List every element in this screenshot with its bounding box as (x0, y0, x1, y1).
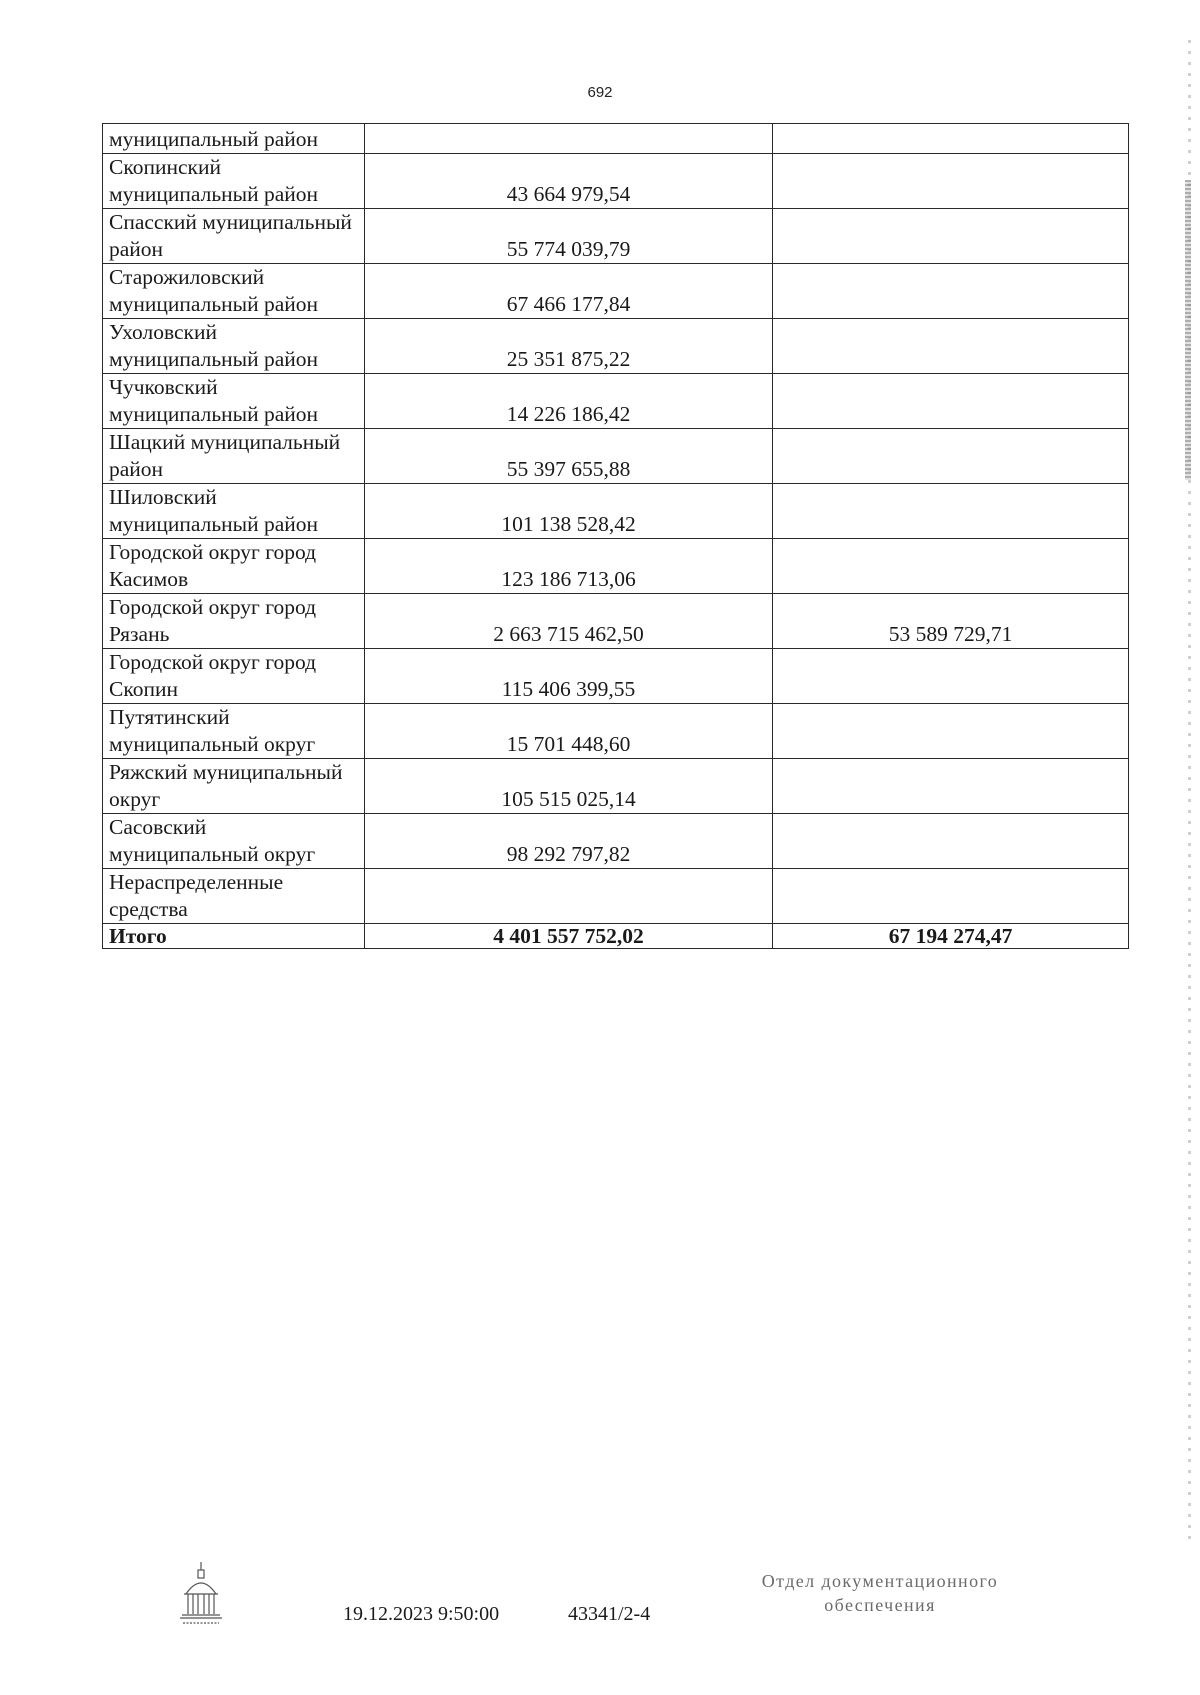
row-name: Нераспределенные средства (103, 869, 365, 924)
row-value (365, 124, 773, 154)
department-stamp (720, 1569, 1040, 1617)
row-extra (773, 704, 1129, 759)
row-extra (773, 759, 1129, 814)
table-row (103, 429, 1129, 484)
registration-number: 43341/2-4 (568, 1603, 651, 1625)
table-row (103, 124, 1129, 154)
row-extra (773, 539, 1129, 594)
row-name: Путятинский муниципальный округ (103, 704, 365, 759)
table-row (103, 209, 1129, 264)
table-row (103, 704, 1129, 759)
row-name: Скопинский муниципальный район (103, 154, 365, 209)
row-extra (773, 869, 1129, 924)
duma-building-icon (178, 1560, 224, 1628)
row-value: 25 351 875,22 (365, 319, 773, 374)
row-value (365, 869, 773, 924)
budget-table (102, 123, 1129, 949)
table-row (103, 594, 1129, 649)
row-value: 55 397 655,88 (365, 429, 773, 484)
row-name: Ряжский муниципальный округ (103, 759, 365, 814)
row-name: Ухоловский муниципальный район (103, 319, 365, 374)
row-value: 115 406 399,55 (365, 649, 773, 704)
total-extra: 67 194 274,47 (773, 924, 1129, 949)
table-total-row (103, 924, 1129, 949)
table-row (103, 759, 1129, 814)
row-extra (773, 484, 1129, 539)
row-value: 98 292 797,82 (365, 814, 773, 869)
scan-edge-artifact (1185, 180, 1191, 480)
table-row (103, 484, 1129, 539)
table-row (103, 649, 1129, 704)
row-extra (773, 429, 1129, 484)
table-row (103, 814, 1129, 869)
row-value: 43 664 979,54 (365, 154, 773, 209)
document-date: 19.12.2023 9:50:00 (343, 1603, 500, 1625)
total-label: Итого (103, 924, 365, 949)
row-name: Спасский муниципальный район (103, 209, 365, 264)
table-row (103, 374, 1129, 429)
row-name: Городской округ город Скопин (103, 649, 365, 704)
row-value: 14 226 186,42 (365, 374, 773, 429)
row-value: 67 466 177,84 (365, 264, 773, 319)
row-extra (773, 209, 1129, 264)
row-name: Городской округ город Касимов (103, 539, 365, 594)
row-value: 2 663 715 462,50 (365, 594, 773, 649)
row-name: муниципальный район (103, 124, 365, 154)
row-value: 55 774 039,79 (365, 209, 773, 264)
row-extra (773, 649, 1129, 704)
page-number: 692 (587, 84, 613, 101)
table-row (103, 264, 1129, 319)
row-name: Старожиловский муниципальный район (103, 264, 365, 319)
row-name: Шацкий муниципальный район (103, 429, 365, 484)
row-value: 105 515 025,14 (365, 759, 773, 814)
stamp-line-1: Отдел документационного (761, 1571, 999, 1591)
table-row (103, 154, 1129, 209)
row-extra (773, 319, 1129, 374)
table-row (103, 539, 1129, 594)
row-extra (773, 154, 1129, 209)
row-value: 123 186 713,06 (365, 539, 773, 594)
row-extra: 53 589 729,71 (773, 594, 1129, 649)
total-value: 4 401 557 752,02 (365, 924, 773, 949)
row-value: 15 701 448,60 (365, 704, 773, 759)
row-extra (773, 124, 1129, 154)
row-name: Чучковский муниципальный район (103, 374, 365, 429)
row-name: Сасовский муниципальный округ (103, 814, 365, 869)
row-extra (773, 264, 1129, 319)
table-row (103, 869, 1129, 924)
row-extra (773, 374, 1129, 429)
row-name: Шиловский муниципальный район (103, 484, 365, 539)
table-row (103, 319, 1129, 374)
row-value: 101 138 528,42 (365, 484, 773, 539)
stamp-line-2: обеспечения (824, 1595, 936, 1615)
row-extra (773, 814, 1129, 869)
row-name: Городской округ город Рязань (103, 594, 365, 649)
